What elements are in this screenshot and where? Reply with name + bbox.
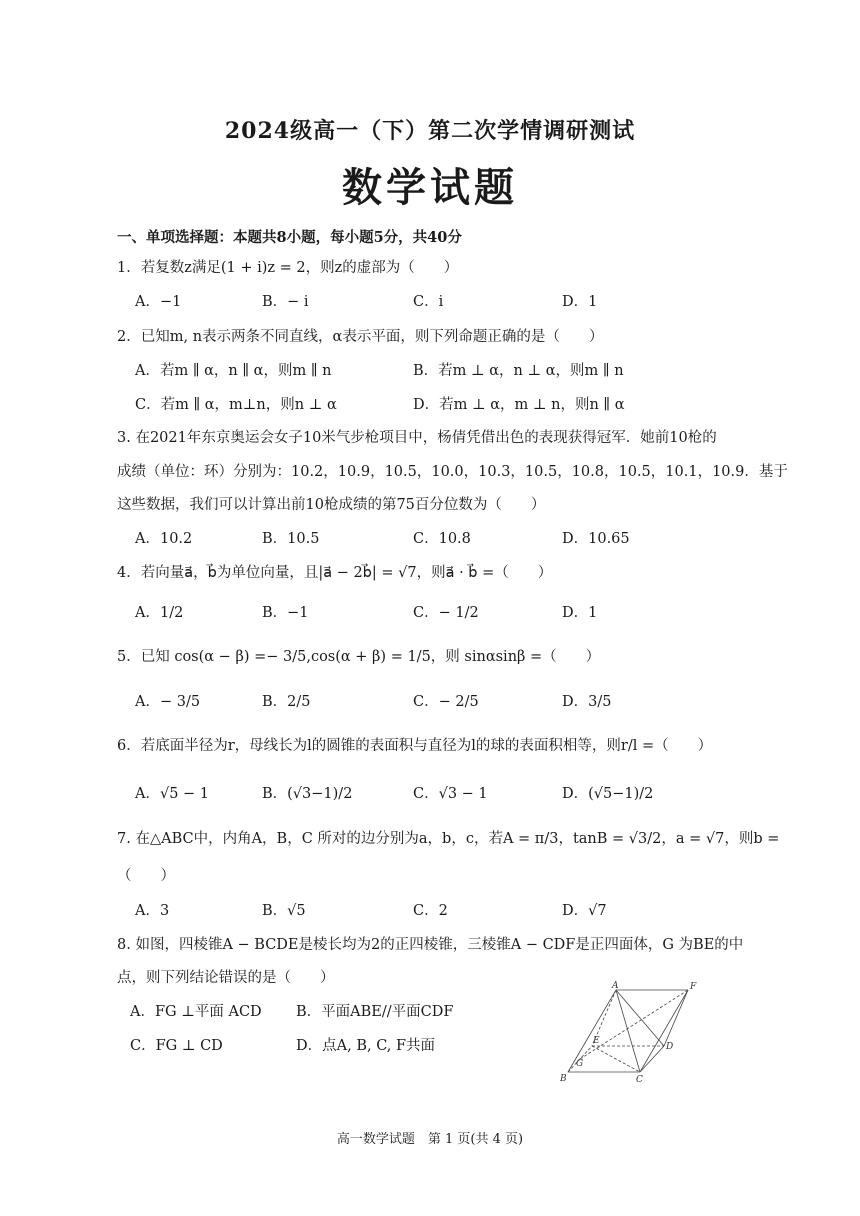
question-2-option-a: A．若m ∥ α，n ∥ α，则m ∥ n xyxy=(135,363,332,379)
question-8-option-b: B．平面ABE//平面CDF xyxy=(296,1004,454,1020)
pyramid-diagram xyxy=(548,980,708,1090)
question-3-option-c: C．10.8 xyxy=(413,531,471,547)
exam-subtitle: 数学试题 xyxy=(342,164,518,211)
question-7-option-a: A．3 xyxy=(135,903,170,919)
question-1-option-b: B．− i xyxy=(262,294,309,310)
question-3-line-2: 成绩（单位：环）分别为：10.2，10.9，10.5，10.0，10.3，10.5，10.8，10.5，10.1，10.9．基于 xyxy=(117,464,788,480)
pyramid-figure xyxy=(548,980,708,1090)
label-d: D xyxy=(666,1042,674,1052)
label-a: A xyxy=(612,981,619,991)
section-heading: 一、单项选择题：本题共8小题，每小题5分，共40分 xyxy=(117,229,462,246)
question-4-option-c: C．− 1/2 xyxy=(413,605,479,621)
question-7-option-d: D．√7 xyxy=(562,903,607,919)
question-8-line-1: 8. 如图，四棱锥A − BCDE是棱长均为2的正四棱锥，三棱锥A − CDF是正四面体，G 为BE的中 xyxy=(117,937,744,953)
label-f: F xyxy=(690,982,697,992)
question-6-stem: 6．若底面半径为r，母线长为l的圆锥的表面积与直径为l的球的表面积相等，则r/l =（ ） xyxy=(117,738,713,754)
exam-title: 2024级高一（下）第二次学情调研测试 xyxy=(224,118,636,144)
question-3-option-d: D．10.65 xyxy=(562,531,630,547)
edge-fc xyxy=(640,990,688,1072)
question-7-option-b: B．√5 xyxy=(262,903,306,919)
question-2-option-b: B．若m ⊥ α，n ⊥ α，则m ∥ n xyxy=(413,363,624,379)
question-7-line-2: （ ） xyxy=(117,868,175,884)
question-1-option-c: C．i xyxy=(413,294,444,310)
question-5-option-d: D．3/5 xyxy=(562,694,612,710)
question-4-option-a: A．1/2 xyxy=(135,605,184,621)
edge-fd xyxy=(664,990,688,1046)
question-7-option-c: C．2 xyxy=(413,903,448,919)
label-g: G xyxy=(576,1059,584,1069)
question-6-option-b: B．(√3−1)/2 xyxy=(262,786,353,802)
question-5-option-a: A．− 3/5 xyxy=(135,694,201,710)
question-4-option-b: B．−1 xyxy=(262,605,309,621)
question-2-option-d: D．若m ⊥ α，m ⊥ n，则n ∥ α xyxy=(413,397,625,413)
question-4-stem: 4．若向量a⃗，b⃗为单位向量，且|a⃗ − 2b⃗| = √7，则a⃗ · b⃗ =（ ） xyxy=(117,565,553,581)
edge-cd xyxy=(640,1046,664,1072)
question-5-stem: 5．已知 cos(α − β) =− 3/5,cos(α + β) = 1/5，则 sinαsinβ =（ ） xyxy=(117,649,601,665)
label-e: E xyxy=(593,1036,600,1046)
question-6-option-a: A．√5 − 1 xyxy=(135,786,210,802)
question-3-option-a: A．10.2 xyxy=(135,531,193,547)
question-8-option-a: A．FG ⊥平面 ACD xyxy=(130,1004,262,1020)
edge-ac xyxy=(616,990,640,1072)
edge-ad xyxy=(616,990,664,1046)
segment-ec xyxy=(592,1046,640,1072)
question-3-line-3: 这些数据，我们可以计算出前10枪成绩的第75百分位数为（ ） xyxy=(117,497,546,513)
question-6-option-c: C．√3 − 1 xyxy=(413,786,488,802)
question-8-option-d: D．点A, B, C, F共面 xyxy=(296,1038,436,1054)
question-1-option-d: D．1 xyxy=(562,294,598,310)
question-3-option-b: B．10.5 xyxy=(262,531,320,547)
question-8-line-2: 点，则下列结论错误的是（ ） xyxy=(117,970,335,986)
question-1-stem: 1．若复数z满足(1 + i)z = 2，则z的虚部为（ ） xyxy=(117,260,459,276)
question-2-stem: 2．已知m, n表示两条不同直线，α表示平面，则下列命题正确的是（ ） xyxy=(117,329,604,345)
question-2-option-c: C．若m ∥ α，m⊥n，则n ⊥ α xyxy=(135,397,337,413)
page-footer: 高一数学试题 第 1 页(共 4 页) xyxy=(336,1132,524,1147)
question-6-option-d: D．(√5−1)/2 xyxy=(562,786,654,802)
question-5-option-c: C．− 2/5 xyxy=(413,694,479,710)
question-8-option-c: C．FG ⊥ CD xyxy=(130,1038,223,1054)
question-4-option-d: D．1 xyxy=(562,605,598,621)
question-7-line-1: 7. 在△ABC中，内角A，B，C 所对的边分别为a，b，c，若A = π/3，tanB = √3/2，a = √7，则b = xyxy=(117,831,780,847)
question-1-option-a: A．−1 xyxy=(135,294,182,310)
question-3-line-1: 3. 在2021年东京奥运会女子10米气步枪项目中，杨倩凭借出色的表现获得冠军．她前10枪的 xyxy=(117,430,717,446)
label-c: C xyxy=(636,1075,643,1085)
label-b: B xyxy=(560,1074,567,1084)
question-5-option-b: B．2/5 xyxy=(262,694,311,710)
